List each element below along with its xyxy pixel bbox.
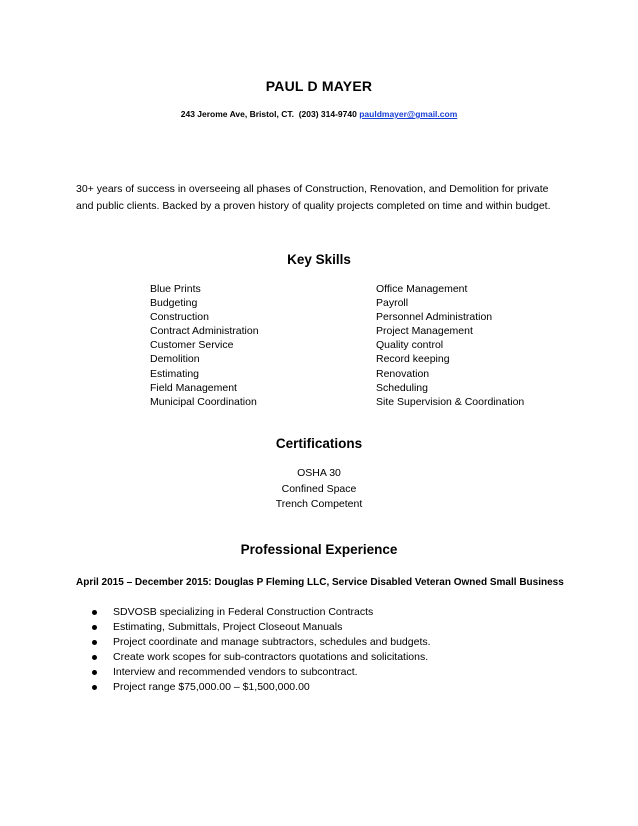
job-heading: April 2015 – December 2015: Douglas P Fleming LLC, Service Disabled Veteran Owned Small Business <box>76 577 564 588</box>
bullet-icon <box>92 640 97 645</box>
skill-item: Payroll <box>376 297 409 310</box>
phone: (203) 314-9740 <box>298 109 357 119</box>
skills-right-column <box>376 282 524 409</box>
bullet-text: Project coordinate and manage subtractors, schedules and budgets. <box>113 636 431 648</box>
skill-item: Construction <box>150 311 209 324</box>
skill-item: Record keeping <box>376 353 450 366</box>
bullet-icon <box>92 670 97 675</box>
bullet-text: Create work scopes for sub-contractors quotations and solicitations. <box>113 651 429 663</box>
skills-left-column <box>150 282 259 409</box>
skill-item: Field Management <box>150 381 237 394</box>
bullet-icon <box>92 625 97 630</box>
bullet-item <box>92 665 431 680</box>
skill-item: Contract Administration <box>150 325 259 338</box>
bullet-text: Project range $75,000.00 – $1,500,000.00 <box>113 681 310 693</box>
resume-name: PAUL D MAYER <box>265 78 373 94</box>
skill-item: Site Supervision & Coordination <box>376 395 525 408</box>
summary <box>76 181 576 215</box>
bullet-icon <box>92 685 97 690</box>
skill-item: Estimating <box>150 367 200 380</box>
summary-line: and public clients. Backed by a proven history of quality projects completed on time and within budget. <box>76 200 551 212</box>
email-link[interactable]: pauldmayer@gmail.com <box>359 109 458 119</box>
skill-item: Renovation <box>376 367 430 380</box>
skill-item: Municipal Coordination <box>150 395 257 408</box>
contact-line <box>0 109 638 119</box>
certification-item: OSHA 30 <box>297 467 341 479</box>
bullet-icon <box>92 610 97 615</box>
bullet-item <box>92 650 431 665</box>
bullet-text: Interview and recommended vendors to subcontract. <box>113 666 358 678</box>
bullet-text: SDVOSB specializing in Federal Construction Contracts <box>113 606 374 618</box>
skill-item: Project Management <box>376 325 473 338</box>
skill-item: Scheduling <box>376 381 428 394</box>
skill-item: Budgeting <box>150 297 198 310</box>
key-skills-heading: Key Skills <box>287 252 351 267</box>
summary-line: 30+ years of success in overseeing all phases of Construction, Renovation, and Demolition for private <box>76 183 549 195</box>
skill-item: Blue Prints <box>150 283 201 295</box>
address: 243 Jerome Ave, Bristol, CT. <box>180 109 294 119</box>
bullet-icon <box>92 655 97 660</box>
experience-heading: Professional Experience <box>240 542 398 557</box>
certifications-heading: Certifications <box>275 436 363 451</box>
skill-item: Personnel Administration <box>376 311 493 324</box>
job-bullets <box>92 605 431 695</box>
bullet-text: Estimating, Submittals, Project Closeout Manuals <box>113 621 343 633</box>
skill-item: Demolition <box>150 353 200 366</box>
skill-item: Customer Service <box>150 339 234 352</box>
bullet-item <box>92 620 431 635</box>
bullet-item <box>92 635 431 650</box>
bullet-item <box>92 605 431 620</box>
bullet-item <box>92 680 431 695</box>
skill-item: Office Management <box>376 283 468 295</box>
skill-item: Quality control <box>376 339 444 352</box>
certification-item: Confined Space <box>281 482 357 495</box>
certification-item: Trench Competent <box>275 498 363 510</box>
certifications-list <box>0 466 638 513</box>
